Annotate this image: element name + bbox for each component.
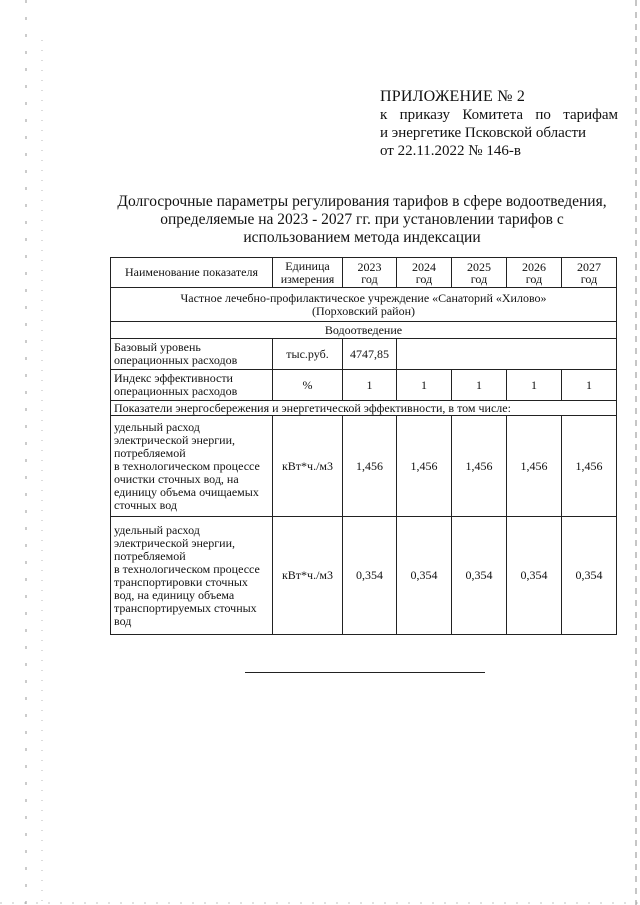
value-2023: 1: [343, 370, 397, 401]
value-2026: 1: [507, 370, 562, 401]
row-unit: тыс.руб.: [273, 339, 343, 370]
year-word: год: [580, 271, 598, 286]
year-number: 2026: [522, 259, 546, 274]
organization-name: Частное лечебно-профилактическое учреждение «Санаторий «Хилово»: [180, 290, 547, 305]
year-word: год: [361, 271, 378, 286]
header-unit: [273, 258, 343, 288]
header-year-2026: [507, 258, 562, 288]
table-header-row: [111, 258, 617, 288]
year-word: год: [415, 271, 433, 286]
year-number: 2027: [577, 259, 601, 274]
year-word: год: [525, 271, 543, 286]
table-row: [111, 416, 617, 517]
organization-district: (Порховский район): [312, 303, 415, 318]
row-name: Индекс эффективности операционных расходов: [111, 370, 273, 401]
section-title: Водоотведение: [111, 322, 617, 339]
header-unit-line-2: измерения: [280, 271, 335, 286]
group-header-row: [111, 401, 617, 416]
row-name-line-2: в технологическом процессе очистки сточных вод, на единицу объема очищаемых сточных вод: [114, 458, 260, 512]
header-unit-line-1: Единица: [285, 258, 330, 273]
table-row: [111, 339, 617, 370]
header-year-2027: [562, 258, 617, 288]
appendix-line-3: от 22.11.2022 № 146-в: [380, 143, 521, 159]
organization-row: [111, 288, 617, 322]
header-indicator: Наименование показателя: [111, 258, 273, 288]
value-2024: 0,354: [397, 517, 452, 635]
row-name-line-1: удельный расход электрической энергии, потребляемой: [114, 522, 236, 563]
parameters-table: [110, 257, 617, 635]
value-2023: 0,354: [343, 517, 397, 635]
table-row: [111, 517, 617, 635]
value-2026: 0,354: [507, 517, 562, 635]
row-name: [111, 517, 273, 635]
value-2024: 1: [397, 370, 452, 401]
group-header: Показатели энергосбережения и энергетической эффективности, в том числе:: [111, 401, 617, 416]
table-row: [111, 370, 617, 401]
value-2023: 1,456: [343, 416, 397, 517]
row-unit: кВт*ч./м3: [273, 517, 343, 635]
year-number: 2025: [467, 259, 491, 274]
row-name: Базовый уровень операционных расходов: [111, 339, 273, 370]
value-2025: 0,354: [452, 517, 507, 635]
row-unit: кВт*ч./м3: [273, 416, 343, 517]
closing-rule: [245, 672, 485, 673]
year-number: 2023: [357, 259, 382, 274]
year-number: 2024: [412, 259, 436, 274]
appendix-title: ПРИЛОЖЕНИЕ № 2: [380, 88, 526, 105]
header-year-2024: [397, 258, 452, 288]
organization-cell: [111, 288, 617, 322]
year-word: год: [470, 271, 488, 286]
header-year-2023: [343, 258, 397, 288]
appendix-line-2: и энергетике Псковской области: [380, 125, 587, 141]
appendix-block: [380, 88, 618, 160]
row-name-line-2: в технологическом процессе транспортировки сточных вод, на единицу объема транспортируемых сточных вод: [114, 561, 260, 628]
row-unit: %: [273, 370, 343, 401]
value-2025: 1: [452, 370, 507, 401]
document-title: Долгосрочные параметры регулирования тарифов в сфере водоотведения, определяемые на 2023 - 2027 гг. при установлении тарифов с использованием метода индексации: [117, 193, 607, 246]
row-name: [111, 416, 273, 517]
value-2026: 1,456: [507, 416, 562, 517]
value-2023: 4747,85: [343, 339, 397, 370]
appendix-line-1: к приказу Комитета по тарифам: [380, 107, 618, 123]
row-name-line-1: удельный расход электрической энергии, потребляемой: [114, 419, 236, 460]
value-2027: 0,354: [562, 517, 617, 635]
value-2024-2027: [397, 339, 617, 370]
value-2024: 1,456: [397, 416, 452, 517]
value-2025: 1,456: [452, 416, 507, 517]
value-2027: 1,456: [562, 416, 617, 517]
section-row: [111, 322, 617, 339]
value-2027: 1: [562, 370, 617, 401]
header-year-2025: [452, 258, 507, 288]
